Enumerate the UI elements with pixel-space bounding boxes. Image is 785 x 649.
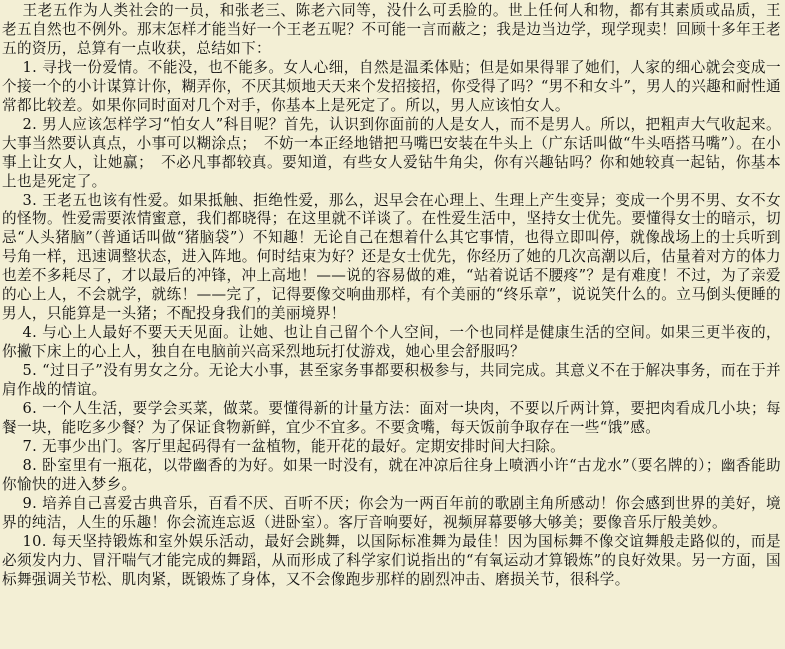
point-9-paragraph: 9. 培养自己喜爱古典音乐，百看不厌、百听不厌；你会为一两百年前的歌剧主角所感动！你会感到世界的美好，境界的纯洁，人生的乐趣！你会流连忘返（进卧室）。客厅音响要好，视频屏幕要够大够美；要像音乐厅般美妙。 bbox=[2, 494, 781, 531]
point-3-paragraph: 3. 王老五也该有性爱。如果抵触、拒绝性爱，那么，迟早会在心理上、生理上产生变异；变成一个男不男、女不女的怪物。性爱需要浓情蜜意，我们都晓得；在这里就不详谈了。在性爱生活中，坚持女士优先。要懂得女士的暗示，切忌“人头猪脑”（普通话叫做“猪脑袋”）不知趣！无论自己在想着什么其它事情，也得立即叫停，就像战场上的士兵听到号角一样，迅速调整状态，进入阵地。何时结束为好？还是女士优先，你经历了她的几次高潮以后，估量着对方的体力也差不多耗尽了，才以最后的冲锋，冲上高地！——说的容易做的难，“站着说话不腰疼”？是有难度！不过，为了亲爱的心上人，不会就学，就练！——完了，记得要像交响曲那样，有个美丽的“终乐章”，说说笑什么的。立马倒头便睡的男人，只能算是一头猪；不配投身我们的美丽境界！ bbox=[2, 191, 781, 323]
point-1-paragraph: 1. 寻找一份爱情。不能没，也不能多。女人心细，自然是温柔体贴；但是如果得罪了她们，人家的细心就会变成一个接一个的小计谋算计你，糊弄你，不厌其烦地天天来个发招接招，你受得了吗？“男不和女斗”，男人的兴趣和耐性通常都比较差。如果你同时面对几个对手，你基本上是死定了。所以，男人应该怕女人。 bbox=[2, 58, 781, 114]
point-2-paragraph: 2. 男人应该怎样学习“怕女人”科目呢？首先，认识到你面前的人是女人，而不是男人。所以，把粗声大气收起来。大事当然要认真点，小事可以糊涂点； 不妨一本正经地错把马嘴巴安装在牛头上（广东话叫做“牛头唔搭马嘴”）。在小事上让女人，让她赢； 不必凡事都较真。要知道，有些女人爱钻牛角尖，你有兴趣钻吗？你和她较真一起钻，你基本上也是死定了。 bbox=[2, 115, 781, 190]
point-4-paragraph: 4. 与心上人最好不要天天见面。让她、也让自己留个个人空间，一个也同样是健康生活的空间。如果三更半夜的，你撇下床上的心上人，独自在电脑前兴高采烈地玩打仗游戏，她心里会舒服吗？ bbox=[2, 324, 781, 361]
point-10-paragraph: 10. 每天坚持锻炼和室外娱乐活动，最好会跳舞，以国际标准舞为最佳！因为国标舞不像交谊舞般走路似的，而是必须发内力、冒汗喘气才能完成的舞蹈，从而形成了科学家们说指出的“有氧运动才算锻炼”的良好效果。另一方面，国标舞强调关节松、肌肉紧，既锻炼了身体，又不会像跑步那样的剧烈冲击、磨损关节，很科学。 bbox=[2, 532, 781, 588]
point-7-paragraph: 7. 无事少出门。客厅里起码得有一盆植物，能开花的最好。定期安排时间大扫除。 bbox=[22, 437, 566, 455]
intro-paragraph: 王老五作为人类社会的一员，和张老三、陈老六同等，没什么可丢脸的。世上任何人和物，都有其素质或品质，王老五自然也不例外。那末怎样才能当好一个王老五呢？不可能一言而蔽之；我是边当边学，现学现卖！回顾十多年王老五的资历，总算有一点收获，总结如下： bbox=[2, 2, 781, 57]
point-5-paragraph: 5. “过日子”没有男女之分。无论大小事，甚至家务事都要积极参与，共同完成。其意义不在于解决事务，而在于并肩作战的情谊。 bbox=[2, 362, 781, 399]
point-8-paragraph: 8. 卧室里有一瓶花，以带幽香的为好。如果一时没有，就在冲凉后往身上喷洒小许“古龙水”（要名牌的）；幽香能助你愉快的进入梦乡。 bbox=[2, 456, 781, 493]
point-6-paragraph: 6. 一个人生活，要学会买菜，做菜。要懂得新的计量方法：面对一块肉，不要以斤两计算，要把肉看成几小块；每餐一块，能吃多少餐？为了保证食物新鲜，宜少不宜多。不要贪嘴，每天饭前争取存在一些“饿”感。 bbox=[2, 400, 781, 436]
